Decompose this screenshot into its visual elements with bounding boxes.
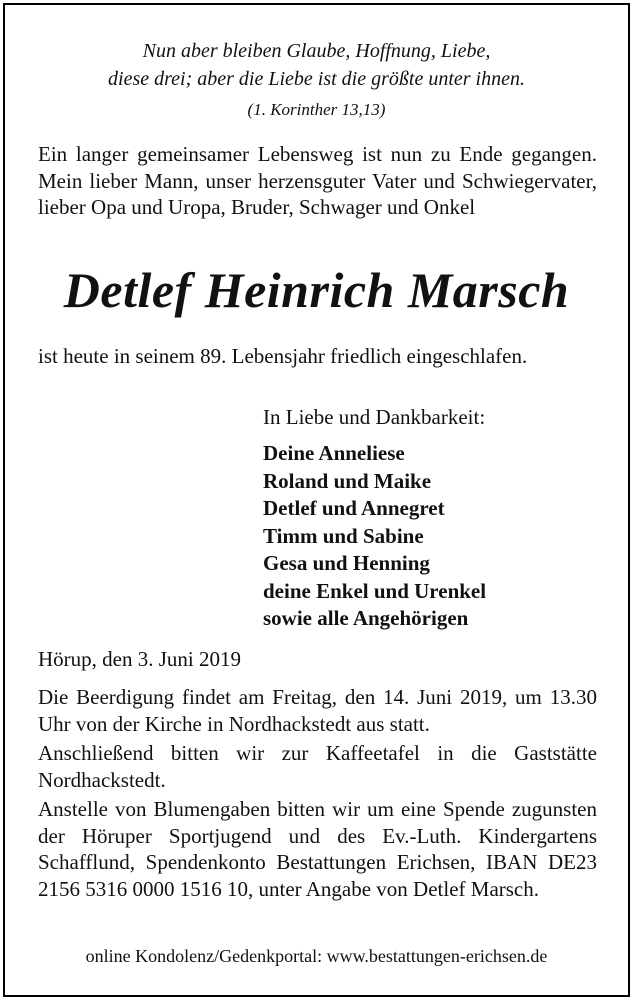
footer-condolence-link: online Kondolenz/Gedenkportal: www.bestattungen-erichsen.de: [85, 946, 548, 966]
motto-line-1: Nun aber bleiben Glaube, Hoffnung, Liebe,: [142, 40, 491, 62]
bible-reference: (1. Korinther 13,13): [247, 100, 386, 119]
funeral-paragraph: Die Beerdigung findet am Freitag, den 14. Juni 2019, um 13.30 Uhr von der Kirche in Nordhackstedt aus statt.: [38, 685, 597, 736]
mourner-name: Gesa und Henning: [263, 551, 430, 575]
donation-paragraph: Anstelle von Blumengaben bitten wir um eine Spende zugunsten der Höruper Sportjugend und des Ev.-Luth. Kindergartens Schafflund, Spendenkonto Bestattungen Erichsen, IBAN DE23 2156 5316 0000 1516 10, unter Angabe von Detlef Marsch.: [38, 797, 597, 901]
mourner-name: sowie alle Angehörigen: [263, 606, 469, 630]
intro-paragraph: Ein langer gemeinsamer Lebensweg ist nun zu Ende gegangen. Mein lieber Mann, unser herzensguter Vater und Schwiegervater, lieber Opa und Uropa, Bruder, Schwager und Onkel: [38, 142, 597, 219]
mourners-heading: In Liebe und Dankbarkeit:: [263, 405, 486, 429]
mourner-name: Detlef und Annegret: [263, 496, 445, 520]
mourner-name: Timm und Sabine: [263, 523, 424, 548]
deceased-name: Detlef Heinrich Marsch: [63, 262, 570, 318]
mourner-name: deine Enkel und Urenkel: [263, 578, 487, 603]
reception-paragraph: Anschließend bitten wir zur Kaffeetafel in die Gaststätte Nordhackstedt.: [38, 741, 597, 792]
mourners-list: [263, 440, 486, 633]
mourner-name: Roland und Maike: [263, 468, 432, 493]
place-date: Hörup, den 3. Juni 2019: [38, 647, 241, 671]
mourner-name: Deine Anneliese: [263, 441, 405, 465]
motto-line-2: diese drei; aber die Liebe ist die größte unter ihnen.: [108, 68, 525, 90]
passing-text: ist heute in seinem 89. Lebensjahr friedlich eingeschlafen.: [38, 344, 528, 368]
